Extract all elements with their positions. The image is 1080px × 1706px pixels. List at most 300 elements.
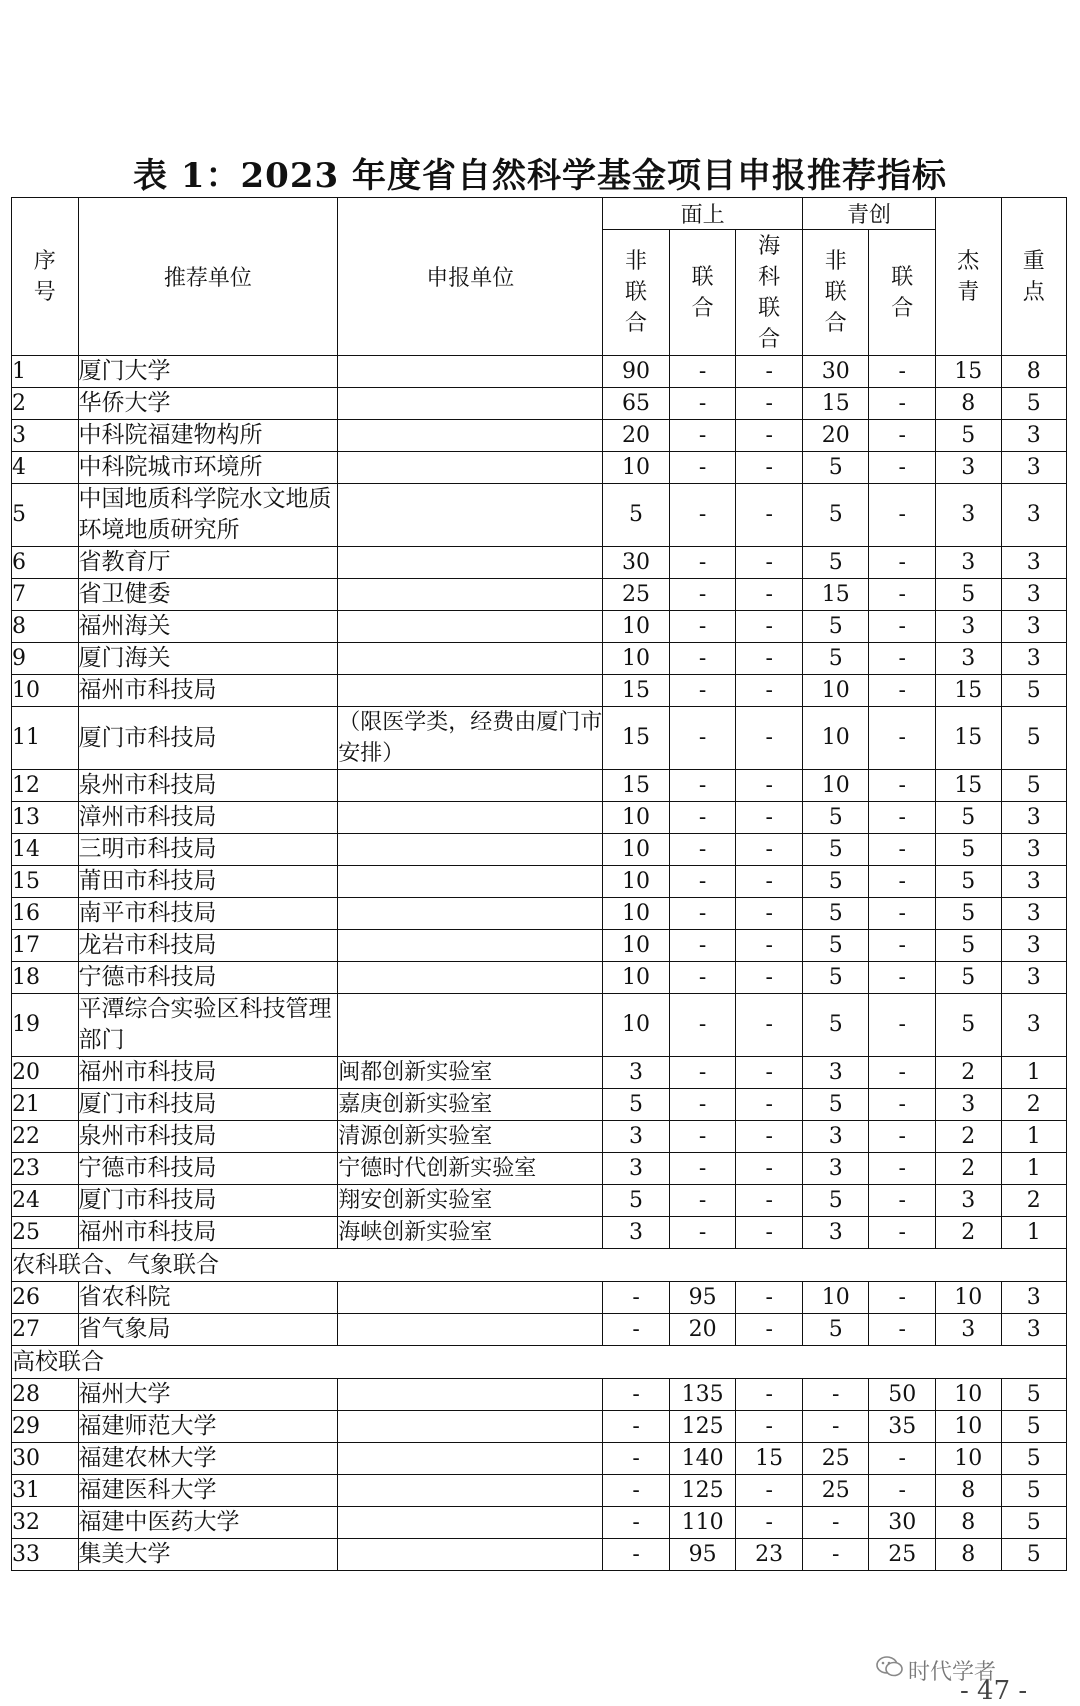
table-row [12, 866, 1067, 898]
row-seq: 13 [12, 802, 79, 834]
row-apply [338, 452, 603, 484]
cell-ms-lianhe: - [669, 866, 736, 898]
cell-ms-lianhe: 125 [669, 1411, 736, 1443]
cell-ms-lianhe: - [669, 579, 736, 611]
cell-qc-feilianhe: - [802, 1507, 869, 1539]
cell-qc-feilianhe: 10 [802, 707, 869, 770]
cell-ms-lianhe: - [669, 643, 736, 675]
cell-jieqing: 5 [936, 930, 1001, 962]
cell-qc-lianhe: - [869, 1475, 936, 1507]
cell-ms-feilianhe: 15 [603, 675, 670, 707]
cell-qc-lianhe: 30 [869, 1507, 936, 1539]
cell-ms-feilianhe: 5 [603, 1089, 670, 1121]
row-unit: 厦门市科技局 [78, 1185, 338, 1217]
row-apply [338, 388, 603, 420]
cell-qc-feilianhe: 5 [802, 452, 869, 484]
row-apply [338, 675, 603, 707]
cell-jieqing: 3 [936, 547, 1001, 579]
table-row [12, 452, 1067, 484]
cell-qc-feilianhe: 10 [802, 770, 869, 802]
row-unit: 福州市科技局 [78, 675, 338, 707]
cell-ms-haike: - [736, 1153, 803, 1185]
cell-ms-lianhe: - [669, 994, 736, 1057]
cell-zhongdian: 3 [1001, 898, 1067, 930]
cell-jieqing: 2 [936, 1121, 1001, 1153]
recommendation-table [11, 197, 1067, 1571]
cell-zhongdian: 5 [1001, 1539, 1067, 1571]
cell-ms-feilianhe: 10 [603, 866, 670, 898]
cell-zhongdian: 5 [1001, 1475, 1067, 1507]
cell-qc-lianhe: - [869, 1057, 936, 1089]
cell-qc-lianhe: - [869, 802, 936, 834]
cell-qc-lianhe: - [869, 420, 936, 452]
table-row [12, 1443, 1067, 1475]
table-row [12, 1282, 1067, 1314]
cell-ms-feilianhe: 10 [603, 898, 670, 930]
row-seq: 28 [12, 1379, 79, 1411]
header-apply: 申报单位 [338, 198, 603, 356]
cell-jieqing: 15 [936, 770, 1001, 802]
cell-ms-feilianhe: 10 [603, 994, 670, 1057]
row-apply [338, 930, 603, 962]
header-qc-lianhe-label: 联合 [891, 264, 914, 321]
header-zhongdian-label: 重点 [1022, 248, 1045, 305]
header-seq-label: 序号 [33, 248, 56, 305]
row-apply [338, 579, 603, 611]
table-row [12, 643, 1067, 675]
cell-qc-feilianhe: - [802, 1539, 869, 1571]
wechat-icon [875, 1654, 905, 1680]
row-unit: 平潭综合实验区科技管理部门 [78, 994, 338, 1057]
cell-qc-feilianhe: 10 [802, 675, 869, 707]
cell-qc-lianhe: 50 [869, 1379, 936, 1411]
cell-qc-feilianhe: 5 [802, 834, 869, 866]
cell-zhongdian: 3 [1001, 994, 1067, 1057]
row-unit: 省教育厅 [78, 547, 338, 579]
row-apply: 闽都创新实验室 [338, 1057, 603, 1089]
cell-ms-feilianhe: 10 [603, 643, 670, 675]
row-apply: 翔安创新实验室 [338, 1185, 603, 1217]
cell-jieqing: 15 [936, 675, 1001, 707]
cell-jieqing: 3 [936, 643, 1001, 675]
row-seq: 8 [12, 611, 79, 643]
row-apply [338, 484, 603, 547]
cell-ms-feilianhe: 30 [603, 547, 670, 579]
cell-qc-feilianhe: 5 [802, 547, 869, 579]
row-apply: （限医学类，经费由厦门市安排） [338, 707, 603, 770]
table-row [12, 1411, 1067, 1443]
table-row [12, 1121, 1067, 1153]
cell-qc-lianhe: - [869, 356, 936, 388]
cell-jieqing: 5 [936, 802, 1001, 834]
cell-ms-haike: - [736, 1057, 803, 1089]
cell-qc-lianhe: - [869, 898, 936, 930]
cell-ms-lianhe: 110 [669, 1507, 736, 1539]
cell-qc-lianhe: - [869, 388, 936, 420]
cell-qc-lianhe: - [869, 484, 936, 547]
header-qc-feilianhe-label: 非联合 [824, 249, 847, 336]
row-seq: 29 [12, 1411, 79, 1443]
cell-jieqing: 3 [936, 1314, 1001, 1346]
header-group-qingchuang: 青创 [802, 198, 935, 230]
row-apply [338, 1539, 603, 1571]
cell-ms-haike: - [736, 898, 803, 930]
row-apply [338, 1443, 603, 1475]
table-row [12, 1539, 1067, 1571]
cell-zhongdian: 8 [1001, 356, 1067, 388]
cell-ms-feilianhe: - [603, 1507, 670, 1539]
row-unit: 宁德市科技局 [78, 962, 338, 994]
table-row [12, 1089, 1067, 1121]
cell-ms-haike: - [736, 356, 803, 388]
cell-qc-feilianhe: 15 [802, 579, 869, 611]
cell-qc-lianhe: - [869, 547, 936, 579]
row-seq: 14 [12, 834, 79, 866]
row-seq: 26 [12, 1282, 79, 1314]
row-unit: 福州海关 [78, 611, 338, 643]
header-qc-lianhe [869, 230, 936, 356]
cell-ms-feilianhe: 3 [603, 1057, 670, 1089]
cell-zhongdian: 1 [1001, 1217, 1067, 1249]
cell-ms-feilianhe: 3 [603, 1121, 670, 1153]
cell-ms-haike: - [736, 834, 803, 866]
cell-ms-lianhe: - [669, 707, 736, 770]
row-seq: 2 [12, 388, 79, 420]
cell-ms-lianhe: - [669, 1121, 736, 1153]
watermark-text: 时代学者 [908, 1660, 997, 1685]
table-row [12, 484, 1067, 547]
row-apply: 嘉庚创新实验室 [338, 1089, 603, 1121]
table-row [12, 611, 1067, 643]
cell-qc-lianhe: - [869, 962, 936, 994]
cell-ms-lianhe: - [669, 675, 736, 707]
row-apply [338, 962, 603, 994]
cell-ms-feilianhe: 10 [603, 802, 670, 834]
row-apply: 清源创新实验室 [338, 1121, 603, 1153]
cell-qc-feilianhe: 3 [802, 1153, 869, 1185]
cell-ms-lianhe: - [669, 611, 736, 643]
cell-zhongdian: 5 [1001, 388, 1067, 420]
table-row [12, 1057, 1067, 1089]
cell-ms-lianhe: 135 [669, 1379, 736, 1411]
cell-ms-lianhe: - [669, 930, 736, 962]
row-seq: 19 [12, 994, 79, 1057]
row-apply [338, 994, 603, 1057]
cell-ms-lianhe: - [669, 1153, 736, 1185]
cell-ms-lianhe: - [669, 547, 736, 579]
cell-jieqing: 2 [936, 1217, 1001, 1249]
cell-qc-feilianhe: 5 [802, 930, 869, 962]
header-jieqing-label: 杰青 [957, 248, 980, 305]
cell-qc-lianhe: - [869, 675, 936, 707]
cell-ms-haike: - [736, 675, 803, 707]
cell-qc-feilianhe: 3 [802, 1057, 869, 1089]
row-unit: 福州市科技局 [78, 1057, 338, 1089]
row-seq: 24 [12, 1185, 79, 1217]
cell-qc-lianhe: - [869, 1153, 936, 1185]
row-unit: 福州市科技局 [78, 1217, 338, 1249]
cell-qc-feilianhe: 5 [802, 484, 869, 547]
row-unit: 福建农林大学 [78, 1443, 338, 1475]
row-unit: 厦门市科技局 [78, 1089, 338, 1121]
cell-qc-feilianhe: 5 [802, 611, 869, 643]
row-seq: 17 [12, 930, 79, 962]
cell-ms-haike: - [736, 707, 803, 770]
cell-zhongdian: 5 [1001, 770, 1067, 802]
row-unit: 省农科院 [78, 1282, 338, 1314]
row-unit: 龙岩市科技局 [78, 930, 338, 962]
table-row [12, 1185, 1067, 1217]
header-ms-haike-label: 海科联合 [758, 233, 781, 352]
table-row [12, 1379, 1067, 1411]
table-row [12, 579, 1067, 611]
cell-zhongdian: 5 [1001, 675, 1067, 707]
cell-jieqing: 5 [936, 866, 1001, 898]
cell-qc-lianhe: - [869, 1089, 936, 1121]
row-unit: 莆田市科技局 [78, 866, 338, 898]
header-seq [12, 198, 79, 356]
cell-jieqing: 2 [936, 1153, 1001, 1185]
cell-ms-feilianhe: - [603, 1379, 670, 1411]
cell-ms-haike: - [736, 1475, 803, 1507]
row-seq: 25 [12, 1217, 79, 1249]
cell-ms-lianhe: - [669, 898, 736, 930]
table-row [12, 994, 1067, 1057]
row-unit: 南平市科技局 [78, 898, 338, 930]
section-university-title: 高校联合 [12, 1346, 1067, 1379]
cell-qc-lianhe: - [869, 770, 936, 802]
cell-jieqing: 8 [936, 1475, 1001, 1507]
cell-ms-feilianhe: 10 [603, 452, 670, 484]
table-row [12, 770, 1067, 802]
table-row [12, 930, 1067, 962]
cell-jieqing: 3 [936, 1185, 1001, 1217]
cell-qc-feilianhe: 10 [802, 1282, 869, 1314]
row-seq: 12 [12, 770, 79, 802]
row-unit: 中国地质科学院水文地质环境地质研究所 [78, 484, 338, 547]
header-ms-feilianhe-label: 非联合 [625, 249, 648, 336]
cell-ms-feilianhe: 90 [603, 356, 670, 388]
cell-ms-lianhe: - [669, 1185, 736, 1217]
row-unit: 福建医科大学 [78, 1475, 338, 1507]
cell-ms-haike: - [736, 1411, 803, 1443]
cell-qc-feilianhe: 5 [802, 802, 869, 834]
header-ms-lianhe [669, 230, 736, 356]
cell-qc-feilianhe: 3 [802, 1121, 869, 1153]
cell-ms-feilianhe: 10 [603, 930, 670, 962]
cell-ms-feilianhe: 10 [603, 834, 670, 866]
cell-ms-haike: - [736, 994, 803, 1057]
cell-jieqing: 5 [936, 962, 1001, 994]
row-apply [338, 1314, 603, 1346]
cell-ms-lianhe: - [669, 1217, 736, 1249]
cell-jieqing: 8 [936, 1539, 1001, 1571]
cell-jieqing: 10 [936, 1443, 1001, 1475]
cell-ms-lianhe: - [669, 356, 736, 388]
row-unit: 福建师范大学 [78, 1411, 338, 1443]
table-row [12, 420, 1067, 452]
cell-zhongdian: 3 [1001, 643, 1067, 675]
cell-zhongdian: 3 [1001, 866, 1067, 898]
row-apply [338, 802, 603, 834]
table-row [12, 1217, 1067, 1249]
cell-zhongdian: 3 [1001, 547, 1067, 579]
cell-jieqing: 3 [936, 611, 1001, 643]
cell-ms-feilianhe: - [603, 1475, 670, 1507]
cell-jieqing: 5 [936, 420, 1001, 452]
cell-ms-haike: - [736, 1121, 803, 1153]
cell-qc-lianhe: - [869, 611, 936, 643]
row-unit: 泉州市科技局 [78, 770, 338, 802]
cell-ms-feilianhe: - [603, 1282, 670, 1314]
cell-ms-haike: - [736, 1282, 803, 1314]
cell-qc-lianhe: - [869, 1185, 936, 1217]
table-row [12, 834, 1067, 866]
cell-ms-haike: - [736, 1089, 803, 1121]
cell-qc-lianhe: - [869, 1443, 936, 1475]
cell-ms-lianhe: - [669, 420, 736, 452]
cell-zhongdian: 1 [1001, 1057, 1067, 1089]
cell-ms-haike: - [736, 547, 803, 579]
section-agri-meteo [12, 1249, 1067, 1282]
row-unit: 泉州市科技局 [78, 1121, 338, 1153]
cell-ms-lianhe: - [669, 770, 736, 802]
cell-ms-feilianhe: 10 [603, 611, 670, 643]
cell-qc-lianhe: - [869, 834, 936, 866]
cell-ms-haike: - [736, 484, 803, 547]
header-jieqing [936, 198, 1001, 356]
cell-qc-feilianhe: 5 [802, 898, 869, 930]
row-seq: 16 [12, 898, 79, 930]
cell-ms-lianhe: - [669, 388, 736, 420]
cell-ms-haike: - [736, 866, 803, 898]
cell-zhongdian: 3 [1001, 484, 1067, 547]
row-unit: 福建中医药大学 [78, 1507, 338, 1539]
cell-zhongdian: 3 [1001, 1282, 1067, 1314]
cell-ms-haike: - [736, 611, 803, 643]
row-unit: 宁德市科技局 [78, 1153, 338, 1185]
header-qc-feilianhe [802, 230, 869, 356]
cell-ms-feilianhe: - [603, 1314, 670, 1346]
row-seq: 6 [12, 547, 79, 579]
cell-zhongdian: 5 [1001, 707, 1067, 770]
cell-ms-haike: - [736, 930, 803, 962]
table-row [12, 356, 1067, 388]
cell-zhongdian: 2 [1001, 1185, 1067, 1217]
cell-ms-lianhe: - [669, 484, 736, 547]
cell-ms-haike: - [736, 579, 803, 611]
cell-ms-haike: 23 [736, 1539, 803, 1571]
cell-ms-lianhe: 95 [669, 1282, 736, 1314]
cell-ms-feilianhe: 10 [603, 962, 670, 994]
row-seq: 27 [12, 1314, 79, 1346]
cell-zhongdian: 3 [1001, 611, 1067, 643]
row-apply [338, 1475, 603, 1507]
cell-qc-feilianhe: - [802, 1411, 869, 1443]
cell-qc-lianhe: 35 [869, 1411, 936, 1443]
row-apply [338, 643, 603, 675]
row-unit: 集美大学 [78, 1539, 338, 1571]
cell-ms-lianhe: 20 [669, 1314, 736, 1346]
cell-jieqing: 10 [936, 1411, 1001, 1443]
cell-jieqing: 5 [936, 579, 1001, 611]
row-unit: 厦门市科技局 [78, 707, 338, 770]
cell-ms-lianhe: 125 [669, 1475, 736, 1507]
cell-jieqing: 8 [936, 388, 1001, 420]
row-seq: 9 [12, 643, 79, 675]
row-unit: 省卫健委 [78, 579, 338, 611]
header-ms-feilianhe [603, 230, 670, 356]
cell-zhongdian: 3 [1001, 834, 1067, 866]
cell-qc-lianhe: - [869, 994, 936, 1057]
cell-qc-lianhe: - [869, 866, 936, 898]
cell-jieqing: 15 [936, 356, 1001, 388]
row-seq: 5 [12, 484, 79, 547]
row-apply [338, 420, 603, 452]
row-seq: 20 [12, 1057, 79, 1089]
cell-qc-feilianhe: 5 [802, 1185, 869, 1217]
cell-qc-feilianhe: 5 [802, 643, 869, 675]
cell-ms-haike: - [736, 388, 803, 420]
row-seq: 32 [12, 1507, 79, 1539]
row-apply [338, 1411, 603, 1443]
row-seq: 4 [12, 452, 79, 484]
cell-ms-haike: - [736, 643, 803, 675]
cell-zhongdian: 3 [1001, 452, 1067, 484]
cell-zhongdian: 5 [1001, 1379, 1067, 1411]
cell-ms-haike: - [736, 962, 803, 994]
cell-ms-lianhe: - [669, 452, 736, 484]
table-row [12, 898, 1067, 930]
row-seq: 18 [12, 962, 79, 994]
cell-ms-lianhe: - [669, 962, 736, 994]
cell-jieqing: 10 [936, 1379, 1001, 1411]
cell-jieqing: 3 [936, 484, 1001, 547]
row-seq: 15 [12, 866, 79, 898]
row-unit: 福州大学 [78, 1379, 338, 1411]
cell-ms-haike: - [736, 770, 803, 802]
row-apply [338, 834, 603, 866]
page-number: - 47 - [960, 1676, 1028, 1706]
cell-qc-feilianhe: 5 [802, 1314, 869, 1346]
cell-qc-feilianhe: 5 [802, 1089, 869, 1121]
row-seq: 31 [12, 1475, 79, 1507]
cell-zhongdian: 1 [1001, 1121, 1067, 1153]
table-row [12, 547, 1067, 579]
cell-qc-feilianhe: 15 [802, 388, 869, 420]
table-row [12, 675, 1067, 707]
cell-ms-feilianhe: 15 [603, 770, 670, 802]
table-row [12, 1314, 1067, 1346]
cell-ms-feilianhe: 3 [603, 1217, 670, 1249]
cell-zhongdian: 3 [1001, 962, 1067, 994]
cell-ms-feilianhe: - [603, 1443, 670, 1475]
cell-qc-feilianhe: 5 [802, 962, 869, 994]
row-unit: 省气象局 [78, 1314, 338, 1346]
cell-zhongdian: 3 [1001, 930, 1067, 962]
row-seq: 23 [12, 1153, 79, 1185]
cell-qc-feilianhe: 30 [802, 356, 869, 388]
row-unit: 华侨大学 [78, 388, 338, 420]
cell-qc-lianhe: 25 [869, 1539, 936, 1571]
cell-ms-feilianhe: 65 [603, 388, 670, 420]
cell-qc-lianhe: - [869, 930, 936, 962]
cell-qc-lianhe: - [869, 1217, 936, 1249]
table-body [12, 356, 1067, 1571]
cell-ms-lianhe: - [669, 802, 736, 834]
cell-ms-feilianhe: 5 [603, 1185, 670, 1217]
cell-zhongdian: 5 [1001, 1411, 1067, 1443]
